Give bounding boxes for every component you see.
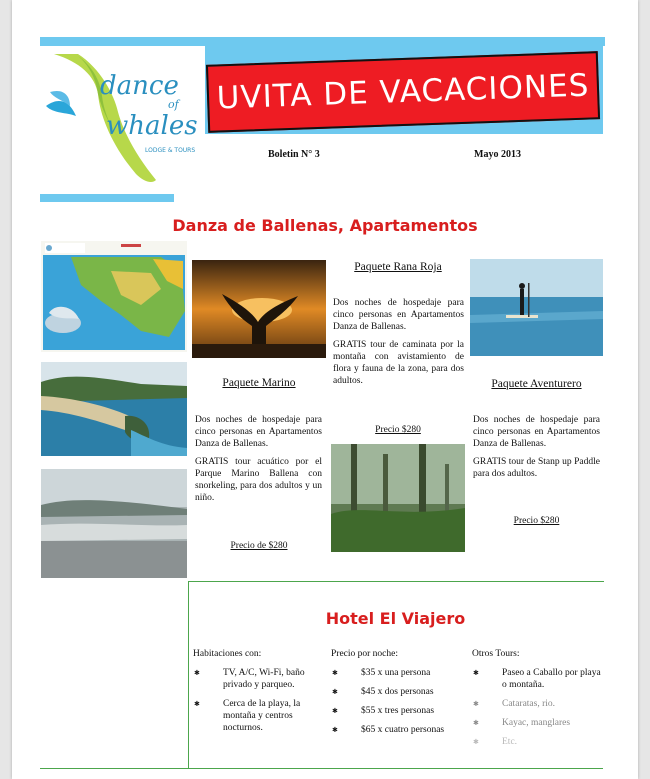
package-marino-price: Precio de $280 — [230, 541, 288, 551]
package-marino-description — [195, 414, 322, 510]
hotel-rooms-column — [193, 649, 325, 741]
shore-photo — [41, 469, 187, 578]
hotel-tours-column — [472, 649, 602, 755]
logo-text-whales: whales — [106, 111, 198, 141]
package-aventurero-price: Precio $280 — [513, 516, 560, 526]
package-aventurero-title: Paquete Aventurero — [491, 378, 582, 390]
beach-aerial-image-icon — [41, 362, 187, 456]
package-aventurero-description — [473, 414, 600, 486]
list-item: ✱ Cerca de la playa, la montaña y centros nocturnos. — [193, 698, 325, 734]
whale-tail-sunset-photo — [192, 260, 326, 358]
package-marino-title: Paquete Marino — [222, 377, 296, 389]
list-item: ✱ $45 x dos personas — [331, 686, 465, 698]
banner-title: UVITA DE VACACIONES — [216, 67, 590, 117]
header-top-bar — [40, 37, 605, 46]
logo-underline-bar — [40, 194, 174, 202]
package-aventurero-paragraph-1: Dos noches de hospedaje para cinco personas en Apartamentos Danza de Ballenas. — [473, 415, 600, 449]
list-item: ✱ $35 x una persona — [331, 667, 465, 679]
hotel-title: Hotel El Viajero — [325, 609, 466, 628]
logo-text-dance: dance — [100, 71, 179, 101]
list-item: ✱ Paseo a Caballo por playa o montaña. — [472, 667, 602, 691]
rainforest-photo — [331, 444, 465, 552]
list-item: ✱ Kayac, manglares — [472, 717, 602, 729]
hotel-tours-heading: Otros Tours: — [472, 649, 520, 659]
logo-tagline: LODGE & TOURS — [145, 147, 196, 154]
hotel-rooms-heading: Habitaciones con: — [193, 649, 262, 659]
title-banner — [206, 51, 600, 133]
package-aventurero-paragraph-2: GRATIS tour de Stanp up Paddle para dos adultos. — [473, 457, 600, 479]
hotel-prices-column — [331, 649, 465, 743]
bottom-rule — [40, 768, 603, 769]
package-marino-paragraph-1: Dos noches de hospedaje para cinco personas en Apartamentos Danza de Ballenas. — [195, 415, 322, 449]
shore-image-icon — [41, 469, 187, 578]
hotel-prices-heading: Precio por noche: — [331, 649, 399, 659]
package-rana-description — [333, 297, 464, 393]
package-rana-paragraph-1: Dos noches de hospedaje para cinco personas en Apartamentos Danza de Ballenas. — [333, 298, 464, 332]
logo-text-of: of — [168, 98, 179, 111]
bulletin-number: Boletin N° 3 — [268, 149, 320, 160]
list-item: ✱ $65 x cuatro personas — [331, 724, 465, 736]
paddleboard-photo — [470, 259, 603, 356]
map-image — [41, 241, 187, 352]
issue-date: Mayo 2013 — [474, 149, 521, 160]
whale-tail-sunset-icon — [192, 260, 326, 358]
paddleboard-image-icon — [470, 259, 603, 356]
section-title: Danza de Ballenas, Apartamentos — [172, 216, 478, 235]
package-rana-price: Precio $280 — [375, 425, 421, 435]
list-item: ✱ $55 x tres personas — [331, 705, 465, 717]
package-rana-title: Paquete Rana Roja — [354, 261, 442, 273]
package-rana-paragraph-2: GRATIS tour de caminata por la montaña con avistamiento de flora y fauna de la zona, para dos adultos. — [333, 340, 464, 386]
rainforest-image-icon — [331, 444, 465, 552]
beach-aerial-photo — [41, 362, 187, 456]
logo — [40, 46, 205, 186]
package-marino-paragraph-2: GRATIS tour acuático por el Parque Marino Ballena con snorkeling, para dos adultos y un niño. — [195, 457, 322, 503]
list-item: ✱ Etc. — [472, 736, 602, 748]
costa-rica-map-icon — [41, 241, 187, 352]
list-item: ✱ Cataratas, rio. — [472, 698, 602, 710]
list-item: ✱ TV, A/C, Wi-Fi, baño privado y parqueo. — [193, 667, 325, 691]
whale-tail-logo-icon — [40, 46, 205, 186]
